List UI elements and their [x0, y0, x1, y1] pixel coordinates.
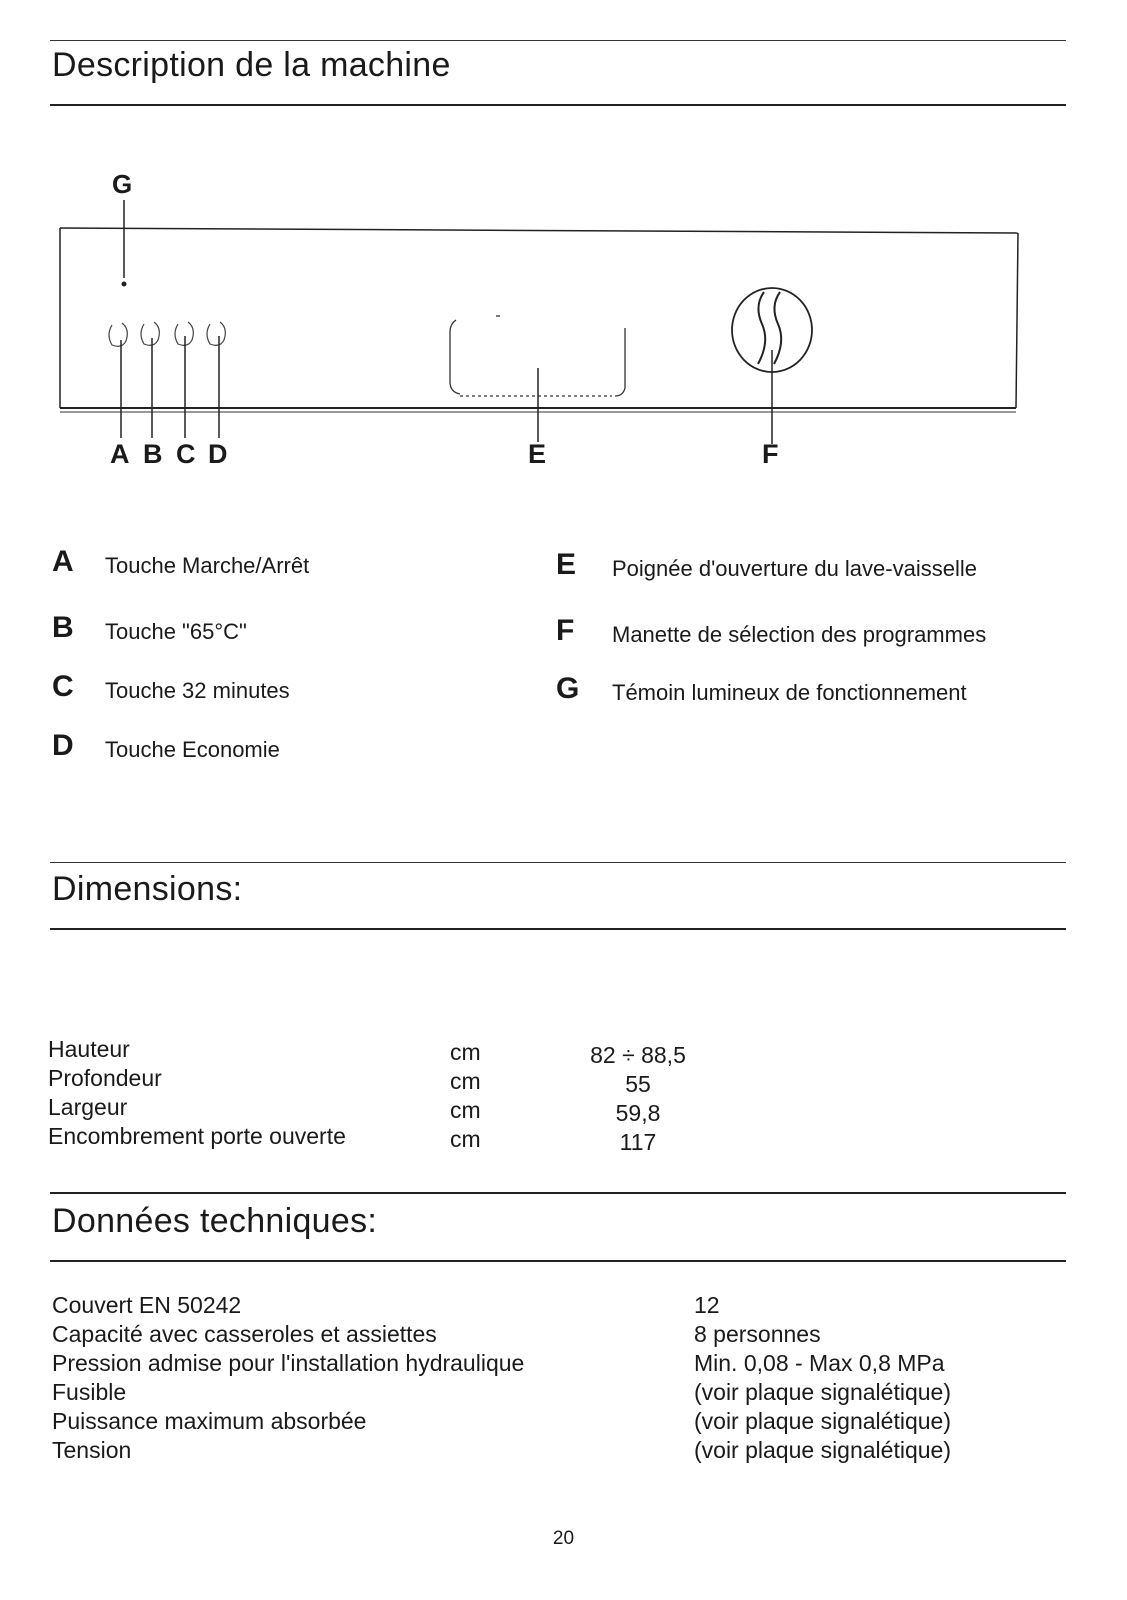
section-rule	[50, 862, 1066, 863]
legend-text-a: Touche Marche/Arrêt	[105, 553, 310, 578]
dimension-value: 117	[619, 1129, 657, 1155]
legend-letter-d: D	[52, 729, 74, 762]
dimension-unit: cm	[450, 1097, 481, 1123]
technical-label: Capacité avec casseroles et assiettes	[52, 1321, 437, 1347]
page-number: 20	[552, 1528, 575, 1549]
button-c	[175, 322, 193, 345]
legend-letter-e: E	[556, 548, 577, 581]
dimension-value: 55	[625, 1071, 651, 1097]
section-rule	[50, 104, 1066, 106]
technical-value: (voir plaque signalétique)	[694, 1437, 951, 1463]
diagram-label-d: D	[208, 439, 228, 469]
button-b	[141, 322, 159, 345]
technical-value: Min. 0,08 - Max 0,8 MPa	[694, 1350, 945, 1376]
technical-value: (voir plaque signalétique)	[694, 1408, 951, 1434]
technical-value: 8 personnes	[694, 1321, 821, 1347]
dimension-value: 82 ÷ 88,5	[590, 1042, 686, 1068]
legend-text-c: Touche 32 minutes	[105, 678, 290, 703]
panel-outline	[60, 228, 1018, 412]
legend-text-b: Touche "65°C"	[105, 619, 247, 644]
button-d	[207, 322, 225, 345]
legend-text-g: Témoin lumineux de fonctionnement	[612, 680, 967, 705]
dimension-unit: cm	[450, 1068, 481, 1094]
dimension-label: Profondeur	[48, 1065, 162, 1091]
dimension-unit: cm	[450, 1039, 481, 1065]
dimension-label: Largeur	[48, 1094, 128, 1120]
technical-label: Pression admise pour l'installation hydraulique	[52, 1350, 525, 1376]
section-title-dimensions: Dimensions:	[52, 870, 243, 908]
diagram-label-a: A	[110, 439, 130, 469]
technical-value: 12	[694, 1292, 720, 1318]
diagram-label-g: G	[112, 169, 133, 199]
top-rule	[50, 40, 1066, 41]
legend-letter-f: F	[556, 614, 575, 647]
legend-text-d: Touche Economie	[105, 737, 280, 762]
technical-label: Couvert EN 50242	[52, 1292, 242, 1318]
section-rule	[50, 1192, 1066, 1194]
legend-letter-g: G	[556, 672, 580, 705]
technical-label: Fusible	[52, 1379, 127, 1405]
section-rule	[50, 1260, 1066, 1262]
indicator-light	[122, 282, 127, 287]
diagram-label-b: B	[143, 439, 163, 469]
technical-label: Puissance maximum absorbée	[52, 1408, 367, 1434]
dimension-value: 59,8	[615, 1100, 661, 1126]
technical-label: Tension	[52, 1437, 132, 1463]
section-rule	[50, 928, 1066, 930]
technical-value: (voir plaque signalétique)	[694, 1379, 951, 1405]
legend-text-e: Poignée d'ouverture du lave-vaisselle	[612, 556, 977, 581]
section-title-technical: Données techniques:	[52, 1202, 378, 1240]
legend-text-f: Manette de sélection des programmes	[612, 622, 987, 647]
dimension-label: Encombrement porte ouverte	[48, 1123, 346, 1149]
legend-letter-c: C	[52, 670, 74, 703]
dimension-unit: cm	[450, 1126, 481, 1152]
legend-letter-a: A	[52, 545, 74, 578]
diagram-label-e: E	[528, 439, 547, 469]
diagram-label-f: F	[762, 439, 779, 469]
button-a	[109, 323, 127, 346]
dimension-label: Hauteur	[48, 1036, 130, 1062]
legend-letter-b: B	[52, 611, 74, 644]
control-panel-diagram	[0, 160, 1127, 480]
section-title-machine: Description de la machine	[52, 46, 451, 84]
diagram-label-c: C	[176, 439, 196, 469]
